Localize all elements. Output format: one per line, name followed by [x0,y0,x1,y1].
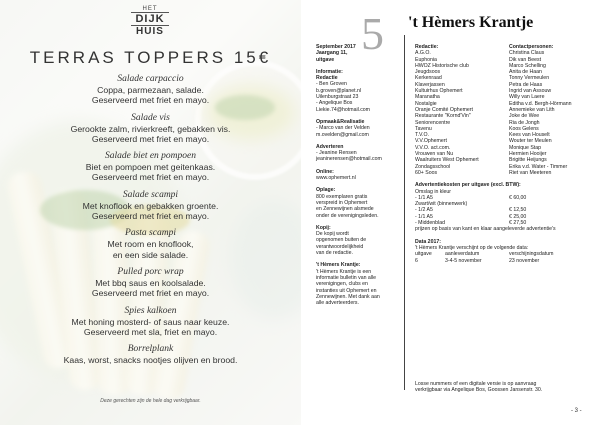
organization-name: Zondagsschool [415,163,451,170]
colophon-sidebar [316,44,400,312]
krantje-heading: 't Hèmers Krantje: [316,262,361,269]
contact-person: Monique Stap [509,144,542,151]
menu-item [0,267,301,299]
kopij-heading: Kopij: [316,224,331,231]
menu-footer-note: Deze gerechten zijn de hele dag verkrijgbaar. [100,398,201,404]
adverteren-heading: Adverteren [316,143,344,150]
menu-item-name: Salade carpaccio [117,74,184,84]
menu-list [0,74,301,372]
menu-item-description: Geserveerd met friet en mayo. [91,133,210,144]
info-line: b.groven@planet.nl [316,87,362,94]
adverteren-line: - Jeanine Rensen [316,150,357,157]
kopij-line: van de redactie. [316,250,353,257]
krantje-line: Zennewijnen. Met dank aan [316,293,380,300]
organization-name: Kultuirhus Ophemert [415,88,463,95]
contact-person: Wouter ter Meulen [509,138,552,145]
organization-name: 60+ Soos [415,169,438,176]
organization-name: T.V.O. [415,132,429,139]
menu-item-description: Met honing mosterd- of saus naar keuze. [71,316,230,327]
rates-bw-heading: Zwart/wit (binnenwerk) [415,201,468,208]
organization-name: V.V.O. act.com. [415,144,451,151]
organization-name: HWOZ Historische club [415,62,469,69]
dates-cell: 3-4-5 november [445,257,482,264]
contact-person: Ria de Jongh [509,119,540,126]
loose-line: verkrijgbaar via Angelique Bos, Goossen Jansenstr. 30. [415,387,543,394]
opmaak-heading: Opmaak&Realisatie [316,118,365,125]
contact-person: Anita de Haan [509,69,542,76]
menu-item-name: Salade biet en pompoen [104,151,197,162]
menu-item-description: Kaas, worst, snacks nootjes olijven en brood. [63,355,238,366]
info-line: Uilenburgstraat 23 [316,94,359,101]
adverteren-line: jeaninerensen@hotmail.com [316,156,382,163]
menu-item-name: Spies kalkoen [124,305,177,316]
oplage-heading: Oplage: [316,187,336,194]
menu-item-description: Geserveerd met sla, friet en mayo. [83,326,218,337]
organization-name: Seniorencentre [415,119,451,126]
menu-item-description: Met room en knoflook, [107,239,194,250]
newsletter-title: 't Hèmers Krantje [408,14,534,31]
oplage-line: onder de verenigingsleden. [316,212,379,219]
menu-item-description: Met knoflook en gebakken groente. [82,200,219,211]
dates-col-aanlever: aanleverdatum [445,251,480,258]
menu-item-description: Geserveerd met friet en mayo. [91,95,210,106]
organization-name: Nostalgie [415,100,437,107]
online-heading: Online: [316,168,334,175]
oplage-line: en Zennewijnen alsmede [316,206,374,213]
dates-col-uitgave: uitgave [415,251,432,258]
info-line: Redactie [316,75,338,82]
contact-column [509,44,595,176]
krantje-line: informatie bulletin van alle [316,274,376,281]
restaurant-logo [131,6,169,38]
organization-name: Waalruiters West Ophemert [415,157,479,164]
dates-row [415,258,595,264]
rates-sub: Omslag in kleur [415,188,452,195]
organization-name: Tavenu [415,125,432,132]
logo-dijk: DIJK [131,12,169,26]
contact-person: Joke de Wee [509,113,540,120]
dates-cell: 23 november [509,257,540,264]
loose-line: Losse nummers of een digitale versie is op aanvraag [415,381,537,387]
dates-cell: 6 [415,257,418,264]
info-line: - Angelique Bos [316,100,353,107]
info-heading: Informatie: [316,68,343,75]
dates-heading: Data 2017: [415,238,441,245]
menu-item [0,190,301,222]
organization-name: Restaurante "Kornd'Vin" [415,113,471,120]
redactie-column [415,44,509,176]
menu-item-description: Geserveerd met friet en mayo. [91,211,210,222]
contact-person: Dik van Beest [509,56,542,63]
menu-item-description: Gerookte zalm, rivierkreeft, gebakken vis. [70,123,231,134]
rates-heading: Advertentiekosten per uitgave (excl. BTW): [415,182,521,189]
organization-name: Klaverjassen [415,81,445,88]
rates-note: prijzen op basis van kant en klaar aangeleverde advertentie's [415,226,556,233]
organization-name: Euphonia [415,56,437,63]
dates-intro: 't Hèmers Krantje verschijnt op de volgende data: [415,244,529,251]
menu-item-name: Pulled porc wrap [117,266,184,277]
opmaak-line: - Marco van der Velden [316,125,370,132]
contact-person: Marco Schelling [509,62,546,69]
rate-price: € 60,00 [509,194,527,201]
krantje-line: verenigingen, clubs en [316,281,368,288]
logo-het: HET [142,6,158,12]
menu-item [0,151,301,183]
menu-item-description: Biet en pompoen met geitenkaas. [85,162,216,173]
contact-person: Willy van Laere [509,94,545,101]
menu-item-name: Borrelplank [127,344,174,355]
rate-price: € 12,50 [509,207,527,214]
menu-title: TERRAS TOPPERS 15€ [29,48,272,67]
contact-person: Koos Gelens [509,125,539,132]
opmaak-line: m.ovelden@gmail.com [316,131,369,138]
contact-person: Tonny Vermeulen [509,75,550,82]
rate-label: - 1/1 A5 [415,213,433,220]
column-divider [404,35,405,390]
contacts-table [415,44,595,176]
menu-item-description: en een side salade. [112,249,189,260]
rates-bw [415,207,595,226]
menu-item [0,113,301,145]
contact-person: Erika v.d. Water - Timmer [509,163,568,170]
info-block [316,69,400,113]
redactie-heading: Redactie: [415,44,439,50]
kopij-block [316,225,400,256]
oplage-block [316,187,400,218]
contact-person: Christina Claus [509,50,545,57]
issue-line: Jaargang 11, [316,50,348,57]
menu-item [0,306,301,338]
menu-item-name: Pasta scampi [125,228,176,239]
publication-dates [415,239,595,264]
advertising-rates [415,182,595,232]
menu-item [0,228,301,260]
krantje-block [316,262,400,306]
page-number: - 3 - [571,408,582,414]
contact-person: Brigitte Heijungs [509,157,547,164]
contact-person: Editha v.d. Bergh-Hörmann [509,100,572,107]
organization-name: Oranje Comité Ophemert [415,106,473,113]
krantje-line: alle adverteerders. [316,300,359,307]
contact-heading: Contactpersonen: [509,44,554,50]
organization-name: Maranatha [415,94,440,101]
menu-item-name: Salade vis [131,112,170,123]
organization-name: A.G.O. [415,50,431,57]
kopij-line: opgenomen buiten de [316,237,367,244]
contact-person: Kees van Houselt [509,132,550,139]
contact-person: Riet van Meeteren [509,169,552,176]
loose-copies-note [415,381,595,394]
rate-price: € 27,50 [509,220,527,227]
adverteren-block [316,144,400,163]
organization-name: Kerkenraad [415,75,442,82]
krantje-line: instanties uit Ophemert en [316,287,377,294]
kopij-line: De kopij wordt [316,231,349,238]
website-link[interactable]: www.ophemert.nl [316,175,356,182]
contact-person: Ingrid van Assouw [509,88,552,95]
organization-name: Jeugdsoos [415,69,441,76]
issue-line: September 2017 [316,44,356,50]
info-line: - Ben Groven [316,81,347,88]
menu-item [0,344,301,365]
organization-name: V.V.Ophemert [415,138,447,145]
oplage-line: verspreid in Ophemert [316,199,368,206]
menu-item-description: Geserveerd met friet en mayo. [91,288,210,299]
opmaak-block [316,119,400,138]
oplage-line: 800 exemplaren gratis [316,193,368,200]
info-line: Liekie.74@hotmail.com [316,106,370,113]
contact-person: Hermien Hooijer [509,151,547,158]
menu-item-description: Coppa, parmezaan, salade. [97,85,204,95]
rate-label: - 1/2 A5 [415,207,433,214]
kopij-line: verantwoordelijkheid [316,243,364,250]
organization-name: Vrouwen van Nu [415,151,454,158]
menu-item-description: Met bbq saus en koolsalade. [95,277,206,288]
online-block [316,169,400,182]
menu-item-name: Salade scampi [122,189,179,200]
menu-item-description: Geserveerd met friet en mayo. [91,172,210,183]
krantje-line: 't Hèmers Krantje is een [316,268,372,275]
rate-label: - 1/1 A5 [415,194,433,201]
menu-item [0,74,301,106]
logo-huis: HUIS [136,26,164,37]
contact-person: Annemieke van Lith [509,106,555,113]
rate-label: - Middenblad [415,220,445,227]
issue-info [316,44,400,63]
main-column [415,44,595,264]
contact-person: Petra de Haas [509,81,543,88]
newsletter-page [301,0,600,425]
issue-line: uitgave [316,56,335,63]
rate-price: € 25,00 [509,213,527,220]
dates-col-verschijning: verschijningsdatum [509,251,554,258]
issue-number: 5 [361,8,384,59]
